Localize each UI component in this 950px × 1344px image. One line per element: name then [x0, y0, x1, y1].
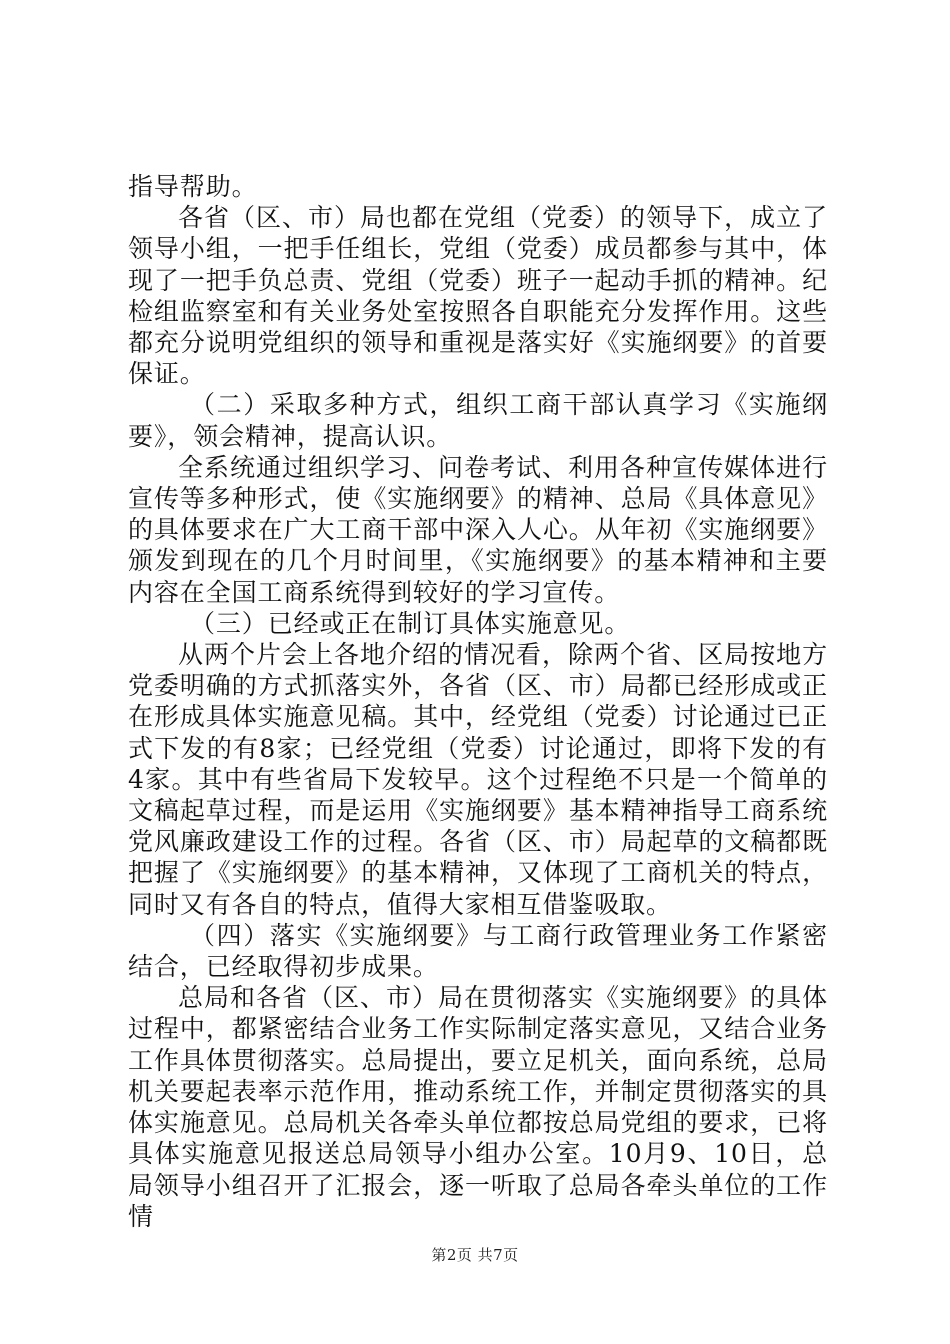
section-heading-4: （四）落实《实施纲要》与工商行政管理业务工作紧密结合，已经取得初步成果。 [128, 920, 828, 982]
page-footer [0, 1244, 950, 1265]
paragraph-body: 总局和各省（区、市）局在贯彻落实《实施纲要》的具体过程中，都紧密结合业务工作实际制定落实意见，又结合业务工作具体贯彻落实。总局提出，要立足机关，面向系统，总局机关要起表率示范作用，推动系统工作，并制定贯彻落实的具体实施意见。总局机关各牵头单位都按总局党组的要求，已将具体实施意见报送总局领导小组办公室。10月9、10日，总局领导小组召开了汇报会，逐一听取了总局各牵头单位的工作情 [128, 983, 828, 1231]
paragraph-body: 从两个片会上各地介绍的情况看，除两个省、区局按地方党委明确的方式抓落实外，各省（区、市）局都已经形成或正在形成具体实施意见稿。其中，经党组（党委）讨论通过已正式下发的有8家；已经党组（党委）讨论通过，即将下发的有4家。其中有些省局下发较早。这个过程绝不只是一个简单的文稿起草过程，而是运用《实施纲要》基本精神指导工商系统党风廉政建设工作的过程。各省（区、市）局起草的文稿都既把握了《实施纲要》的基本精神，又体现了工商机关的特点，同时又有各自的特点，值得大家相互借鉴吸取。 [128, 640, 828, 919]
section-heading-3: （三）已经或正在制订具体实施意见。 [190, 608, 631, 638]
page-number-label: 第2页 共7页 [431, 1246, 519, 1264]
section-heading-2: （二）采取多种方式，组织工商干部认真学习《实施纲要》，领会精神，提高认识。 [128, 390, 828, 451]
paragraph-continuation: 指导帮助。 [128, 172, 258, 201]
document-body [128, 171, 828, 1232]
paragraph-body: 全系统通过组织学习、问卷考试、利用各种宣传媒体进行宣传等多种形式，使《实施纲要》的精神、总局《具体意见》的具体要求在广大工商干部中深入人心。从年初《实施纲要》颁发到现在的几个月时间里，《实施纲要》的基本精神和主要内容在全国工商系统得到较好的学习宣传。 [128, 452, 828, 607]
paragraph-body: 各省（区、市）局也都在党组（党委）的领导下，成立了领导小组，一把手任组长，党组（党委）成员都参与其中，体现了一把手负总责、党组（党委）班子一起动手抓的精神。纪检组监察室和有关业务处室按照各自职能充分发挥作用。这些都充分说明党组织的领导和重视是落实好《实施纲要》的首要保证。 [128, 203, 828, 389]
